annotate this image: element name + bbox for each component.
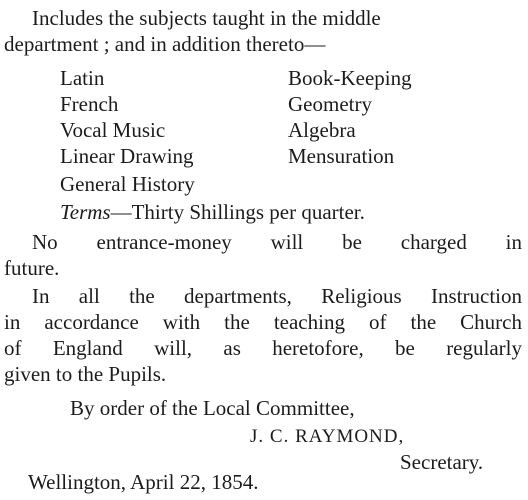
subject-general-history: General History [60,172,195,196]
terms-label: Terms [60,200,111,224]
subject-book-keeping: Book-Keeping [288,66,412,90]
religion-line-4: given to the Pupils. [4,362,167,386]
entrance-line-2: future. [4,256,60,280]
intro-line-2: department ; and in addition thereto— [4,32,326,56]
terms-line [60,200,365,225]
subject-geometry: Geometry [288,92,372,116]
religion-line-2: in accordance with the teaching of the Church [4,310,522,334]
order-line: By order of the Local Committee, [70,396,355,420]
entrance-line-1: No entrance-money will be charged in [32,230,522,254]
subject-latin: Latin [60,66,105,90]
signatory-name: J. C. RAYMOND, [250,426,405,447]
religion-line-3: of England will, as heretofore, be regularly [4,336,522,360]
terms-text: —Thirty Shillings per quarter. [110,200,365,224]
signatory-title: Secretary. [400,450,484,474]
dateline: Wellington, April 22, 1854. [28,470,259,494]
religion-line-1: In all the departments, Religious Instruction [32,284,522,308]
subject-vocal-music: Vocal Music [60,118,166,142]
subject-linear-drawing: Linear Drawing [60,144,194,168]
intro-line-1: Includes the subjects taught in the middle [32,6,381,30]
subject-mensuration: Mensuration [288,144,395,168]
subject-french: French [60,92,119,116]
subject-algebra: Algebra [288,118,356,142]
